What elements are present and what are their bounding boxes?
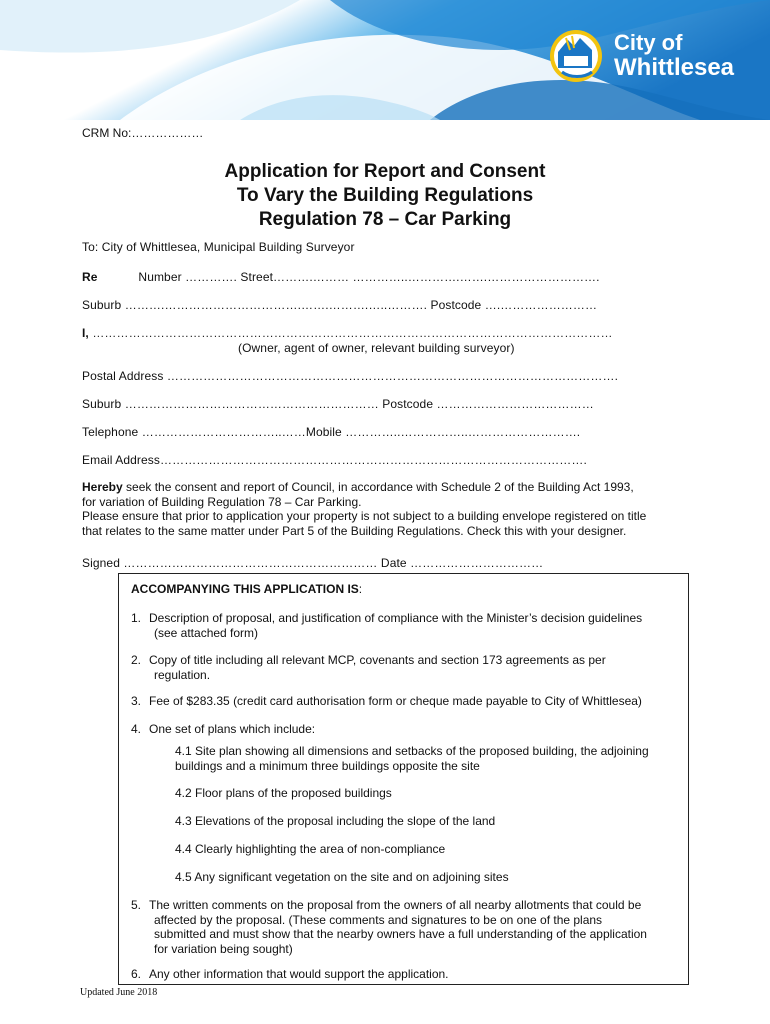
title-line-2: To Vary the Building Regulations: [236, 185, 534, 206]
sub-list-item: 4.2 Floor plans of the proposed buildings: [175, 786, 392, 800]
item-text-cont: (see attached form): [154, 625, 259, 640]
item-number: 5.: [131, 898, 142, 912]
hereby-label: Hereby: [82, 480, 123, 494]
sub-item-text-cont: buildings and a minimum three buildings opposite the site: [175, 758, 480, 773]
item-text: Description of proposal, and justification of compliance with the Minister’s decision guidelines: [149, 611, 643, 625]
accompanying-documents-box: [118, 573, 689, 985]
declaration-line-3: Please ensure that prior to application your property is not subject to a building envelope registered on title: [82, 509, 647, 523]
applicant-line[interactable]: [82, 326, 613, 341]
list-item: [131, 653, 606, 682]
logo-emblem-icon: [548, 28, 608, 88]
crm-number-field[interactable]: CRM No:………………: [82, 126, 204, 140]
heading-colon: :: [358, 582, 363, 596]
page-title: [0, 160, 770, 232]
header-banner: [0, 0, 770, 120]
addressee-line: To: City of Whittlesea, Municipal Building Surveyor: [82, 240, 355, 254]
declaration-line-1: seek the consent and report of Council, in accordance with Schedule 2 of the Building Act 1993,: [122, 480, 634, 494]
item-number: 3.: [131, 694, 142, 708]
sub-list-item: 4.3 Elevations of the proposal including the slope of the land: [175, 814, 496, 828]
item-number: 2.: [131, 653, 142, 667]
item-text: The written comments on the proposal from the owners of all nearby allotments that could be: [149, 898, 642, 912]
list-item: [131, 967, 449, 982]
logo-wordmark: [614, 30, 734, 80]
item-text: Copy of title including all relevant MCP, covenants and section 173 agreements as per: [149, 653, 606, 667]
list-item: [131, 722, 315, 737]
suburb-postcode-line-2[interactable]: Suburb ……………………………………………………… Postcode …………………………………: [82, 397, 594, 411]
title-line-3: Regulation 78 – Car Parking: [258, 209, 512, 230]
applicant-role-caption: (Owner, agent of owner, relevant building surveyor): [238, 341, 515, 355]
title-line-1: Application for Report and Consent: [224, 161, 546, 182]
accompanying-heading: [131, 582, 362, 596]
sub-list-item: 4.5 Any significant vegetation on the site and on adjoining sites: [175, 870, 509, 884]
list-item: [131, 611, 642, 640]
signature-date-line[interactable]: Signed ……………………………………………………… Date ……………………………: [82, 556, 544, 570]
street-field[interactable]: Street……….……… …………..………….…….……………………….: [240, 270, 600, 284]
logo-line-2: Whittlesea: [614, 54, 735, 81]
applicant-name-field[interactable]: …………………………………………………………………………………………………………………: [92, 326, 613, 340]
accompanying-heading-text: ACCOMPANYING THIS APPLICATION IS: [131, 582, 359, 596]
item-text-cont: regulation.: [154, 667, 211, 682]
item-text-cont: submitted and must show that the nearby owners have a full understanding of the application: [154, 927, 647, 941]
telephone-mobile-line[interactable]: Telephone ……………………………..……Mobile …………..……………..……………………….: [82, 425, 581, 439]
re-line: [82, 270, 600, 285]
logo-line-1: City of: [614, 30, 683, 55]
footer-updated-date: Updated June 2018: [80, 987, 158, 998]
re-label: Re: [82, 270, 98, 284]
applicant-label: I,: [82, 326, 89, 340]
item-text: One set of plans which include:: [149, 722, 316, 736]
declaration-line-2: for variation of Building Regulation 78 – Car Parking.: [82, 494, 362, 509]
sub-list-item: 4.4 Clearly highlighting the area of non-compliance: [175, 842, 446, 856]
declaration-line-4: that relates to the same matter under Part 5 of the Building Regulations. Check this with your designer.: [82, 523, 627, 538]
item-number: 1.: [131, 611, 142, 625]
email-address-line[interactable]: Email Address…………………………………………………………………………………………….: [82, 453, 587, 467]
list-item: [131, 898, 647, 956]
declaration-paragraph: [82, 480, 722, 538]
item-text-cont: affected by the proposal. (These comments and signatures to be on one of the plans: [154, 912, 603, 927]
postal-address-line[interactable]: Postal Address ………………………………………………………………………………………………….: [82, 369, 619, 383]
item-number: 6.: [131, 967, 142, 981]
number-field[interactable]: Number ………….: [138, 270, 237, 284]
item-number: 4.: [131, 722, 142, 736]
item-text: Fee of $283.35 (credit card authorisation form or cheque made payable to City of Whittlesea): [149, 694, 642, 708]
item-text: Any other information that would support the application.: [149, 967, 449, 981]
sub-item-text: 4.1 Site plan showing all dimensions and setbacks of the proposed building, the adjoining: [175, 744, 649, 758]
sub-list-item: [175, 744, 649, 773]
item-text-cont: for variation being sought): [154, 941, 293, 956]
city-of-whittlesea-logo: [548, 28, 748, 88]
suburb-postcode-line-1[interactable]: Suburb ……….…………………………….…….……….…..………. Postcode ….……………………: [82, 298, 598, 312]
list-item: [131, 694, 642, 709]
